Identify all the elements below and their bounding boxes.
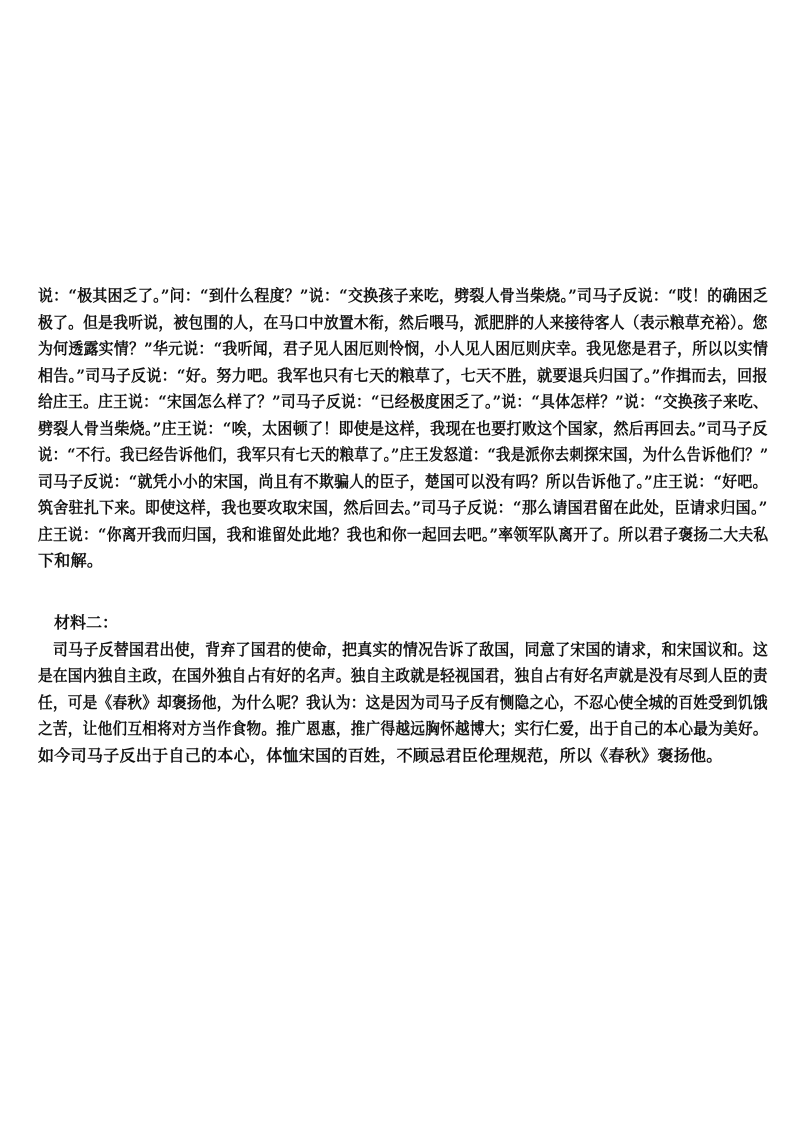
text-line: 筑舍驻扎下来。即使这样，我也要攻取宋国，然后回去。”司马子反说：“那么请国君留在此处，臣请求归国。” [38,498,768,517]
text-line: 给庄王。庄王说：“宋国怎么样了？”司马子反说：“已经极度困乏了。”说：“具体怎样？”说：“交换孩子来吃、 [38,392,769,411]
text-line: 说：“不行。我已经告诉他们，我军只有七天的粮草了。”庄王发怒道：“我是派你去刺探宋国，为什么告诉他们？” [38,445,769,464]
paragraph-2 [38,637,768,770]
text-line: 司马子反说：“就凭小小的宋国，尚且有不欺骗人的臣子，楚国可以没有吗？所以告诉他了。”庄王说：“好吧。 [38,471,768,491]
text-line: 为何透露实情？”华元说：“我听闻，君子见人困厄则怜悯，小人见人困厄则庆幸。我见您是君子，所以以实情 [38,339,769,358]
text-line: 下和解。 [38,551,104,570]
text-line: 说：“极其困乏了。”问：“到什么程度？”说：“交换孩子来吃，劈裂人骨当柴烧。”司马子反说：“哎！的确困乏 [38,286,769,305]
text-line: 司马子反替国君出使，背弃了国君的使命，把真实的情况告诉了敌国，同意了宋国的请求，和宋国议和。这 [52,639,769,659]
text-line: 相告。”司马子反说：“好。努力吧。我军也只有七天的粮草了，七天不胜，就要退兵归国了。”作揖而去，回报 [38,365,768,385]
text-line: 庄王说：“你离开我而归国，我和谁留处此地？我也和你一起回去吧。”率领军队离开了。所以君子褒扬二大夫私 [38,524,769,544]
section-2 [38,610,768,769]
text-line: 如今司马子反出于自己的本心，体恤宋国的百姓，不顾忌君臣伦理规范，所以《春秋》褒扬他。 [38,745,723,765]
text-line: 极了。但是我听说，被包围的人，在马口中放置木衔，然后喂马，派肥胖的人来接待客人（表示粮草充裕）。您 [38,312,768,332]
text-line: 是在国内独自主政，在国外独自占有好的名声。独自主政就是轻视国君，独自占有好名声就是没有尽到人臣的责 [38,666,768,685]
text-line: 之苦，让他们互相将对方当作食物。推广恩惠，推广得越远胸怀越博大；实行仁爱，出于自己的本心最为美好。 [38,719,768,738]
section-heading: 材料二： [54,613,119,632]
text-line: 劈裂人骨当柴烧。”庄王说：“唉，太困顿了！即使是这样，我现在也要打败这个国家，然后再回去。”司马子反 [38,418,768,438]
text-line: 任，可是《春秋》却褒扬他，为什么呢？我认为：这是因为司马子反有恻隐之心，不忍心使全城的百姓受到饥饿 [38,692,768,712]
paragraph-1 [38,283,768,575]
